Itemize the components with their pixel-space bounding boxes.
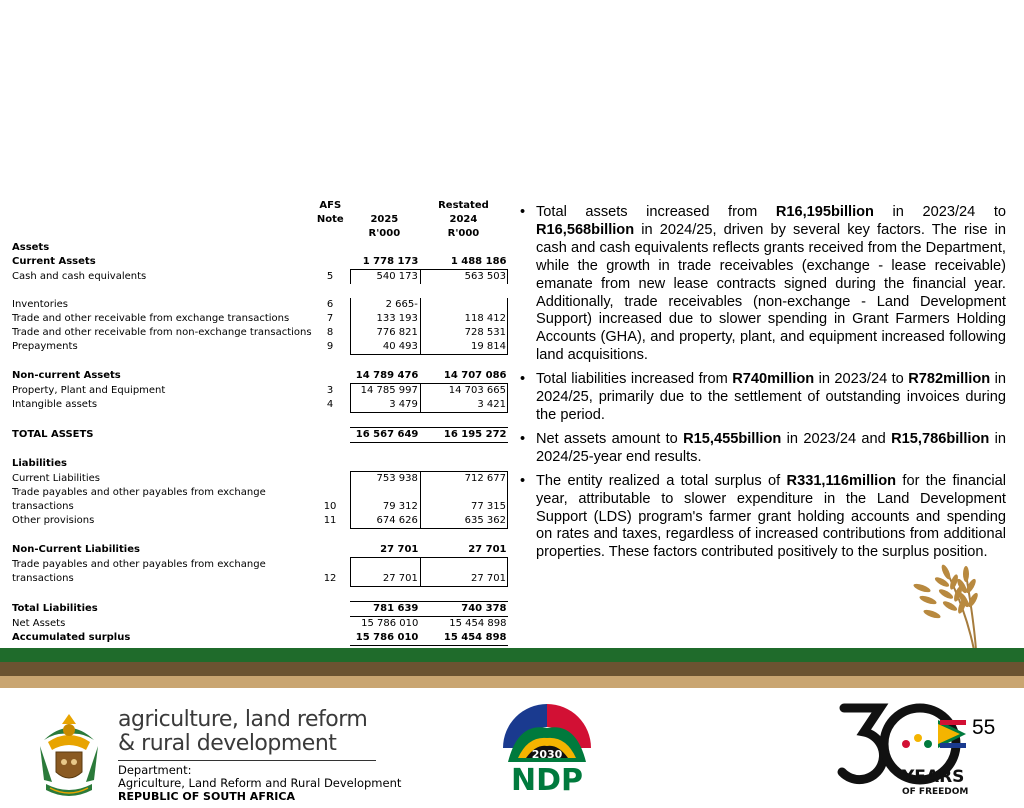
row-value-2025: 15 786 010 xyxy=(350,617,420,632)
row-note xyxy=(310,529,350,544)
row-value-2024: 3 421 xyxy=(420,398,507,413)
table-row xyxy=(12,255,508,270)
row-label: Non-current Assets xyxy=(12,370,121,382)
table-row xyxy=(12,312,508,326)
blank-row xyxy=(12,284,508,298)
table-row xyxy=(12,340,508,355)
bullet-text: Total assets increased from xyxy=(536,204,776,220)
table-row xyxy=(12,472,508,487)
bullet-highlight: R15,786billion xyxy=(891,430,990,447)
row-value-2025 xyxy=(350,486,420,500)
footer-band-tan xyxy=(0,676,1024,688)
row-value-2024: 19 814 xyxy=(420,340,507,355)
row-value-2025: 674 626 xyxy=(350,514,420,529)
thirty-freedom-text: OF FREEDOM xyxy=(902,787,969,797)
bullet-highlight: R331,116million xyxy=(786,472,897,489)
table-row xyxy=(12,384,508,399)
note-header-label: Note xyxy=(316,214,344,225)
note-header-top: AFS xyxy=(319,200,342,211)
row-value-2024: 14 707 086 xyxy=(420,369,507,384)
bullet-text: in 2023/24 to xyxy=(814,371,909,388)
row-note: 5 xyxy=(326,270,334,282)
table-row xyxy=(12,270,508,285)
row-note xyxy=(310,631,350,646)
table-row xyxy=(12,572,508,587)
statement-of-financial-position xyxy=(12,199,508,646)
py-header-year: 2024 xyxy=(449,214,478,225)
row-note: 12 xyxy=(323,573,337,585)
bullet-text: The entity realized a total surplus of xyxy=(536,472,787,489)
footer-band-brown xyxy=(0,662,1024,676)
row-note xyxy=(310,457,350,472)
bullet-symbol: • xyxy=(520,472,526,489)
bullet-item xyxy=(520,473,1006,563)
header-row-3 xyxy=(12,227,508,241)
header-row-2 xyxy=(12,213,508,227)
department-branding xyxy=(118,708,401,803)
row-label: Total Liabilities xyxy=(12,603,98,614)
page-number: 55 xyxy=(972,716,996,739)
row-note: 10 xyxy=(323,501,337,512)
row-value-2025: 2 665- xyxy=(350,298,420,312)
row-value-2024: 15 454 898 xyxy=(420,631,507,646)
row-note xyxy=(310,543,350,558)
row-label xyxy=(12,443,310,458)
table-row xyxy=(12,298,508,312)
table-row xyxy=(12,457,508,472)
bullet-highlight: R740million xyxy=(732,371,815,388)
row-note xyxy=(310,443,350,458)
row-label: transactions xyxy=(12,573,74,585)
bullet-text: Total liabilities increased from xyxy=(536,371,733,388)
department-name-line-1: agriculture, land reform xyxy=(118,707,368,732)
blank-row xyxy=(12,443,508,458)
row-value-2025 xyxy=(350,284,420,298)
row-label: Trade payables and other payables from exchange xyxy=(12,558,266,570)
bullet-item xyxy=(520,204,1006,365)
row-note xyxy=(310,241,350,255)
table-row xyxy=(12,326,508,340)
table-row xyxy=(12,486,508,500)
row-label: transactions xyxy=(12,501,74,512)
bullet-text: in 2024/25, driven by several key factors. The rise in cash and cash equivalents reflects grants received from the Department, while the growth in trade receivables (exchange - lease receivable) emanate from new lease contracts signed during the financial year. Additionally, trade receivables (non-exchange - Land Development Support) increased due to slower spending in Grant Farmers Holding Accounts (GHA), and property, plant, and equipment increased following land acquisitions. xyxy=(536,221,1006,364)
bullet-text: in 2023/24 to xyxy=(873,204,1006,220)
row-label xyxy=(12,284,310,298)
py-header-top: Restated xyxy=(438,200,489,211)
table-row xyxy=(12,369,508,384)
row-value-2024 xyxy=(420,284,507,298)
row-value-2025 xyxy=(350,413,420,428)
row-value-2025 xyxy=(350,443,420,458)
row-label: Other provisions xyxy=(12,515,95,527)
footer-band-green xyxy=(0,648,1024,662)
row-value-2025 xyxy=(350,529,420,544)
bullet-symbol: • xyxy=(520,204,526,220)
table-row xyxy=(12,558,508,573)
row-value-2025: 781 639 xyxy=(350,602,420,617)
bullet-item xyxy=(520,431,1006,467)
row-value-2024: 14 703 665 xyxy=(420,384,507,399)
row-note: 8 xyxy=(326,327,334,338)
py-header-unit: R'000 xyxy=(447,228,480,239)
row-value-2024 xyxy=(420,241,507,255)
financial-table xyxy=(12,199,508,646)
row-note xyxy=(310,413,350,428)
bullet-text: Net assets amount to xyxy=(536,430,684,447)
row-note xyxy=(310,428,350,443)
header-row-1 xyxy=(12,199,508,213)
table-row xyxy=(12,500,508,514)
row-value-2024: 712 677 xyxy=(420,472,507,487)
row-value-2025: 3 479 xyxy=(350,398,420,413)
row-label: Current Liabilities xyxy=(12,472,100,484)
row-label xyxy=(12,529,310,544)
bullet-highlight: R16,568billion xyxy=(536,221,635,238)
wheat-icon xyxy=(908,560,986,652)
row-value-2024 xyxy=(420,486,507,500)
row-value-2024: 15 454 898 xyxy=(420,617,507,632)
blank-row xyxy=(12,587,508,602)
row-value-2025: 133 193 xyxy=(350,312,420,326)
row-value-2024: 77 315 xyxy=(420,500,507,514)
row-value-2024 xyxy=(420,413,507,428)
table-row xyxy=(12,617,508,632)
row-value-2024: 118 412 xyxy=(420,312,507,326)
row-value-2024 xyxy=(420,558,507,573)
row-value-2024: 27 701 xyxy=(420,543,507,558)
row-note: 3 xyxy=(326,384,334,396)
blank-row xyxy=(12,355,508,370)
table-row xyxy=(12,241,508,255)
bullet-highlight: R782million xyxy=(908,371,991,388)
row-value-2024 xyxy=(420,587,507,602)
row-label: Prepayments xyxy=(12,341,78,353)
thirty-years-text: YEARS xyxy=(902,767,965,787)
row-note xyxy=(310,284,350,298)
row-value-2025: 1 778 173 xyxy=(350,255,420,270)
cy-header-unit: R'000 xyxy=(368,228,401,239)
row-value-2025: 753 938 xyxy=(350,472,420,487)
row-label: Property, Plant and Equipment xyxy=(12,384,166,396)
row-note xyxy=(310,602,350,617)
row-note: 11 xyxy=(323,515,337,527)
row-note: 4 xyxy=(326,399,334,411)
row-value-2025: 16 567 649 xyxy=(350,428,420,443)
bullet-highlight: R16,195billion xyxy=(775,204,874,220)
row-note xyxy=(310,369,350,384)
row-value-2025: 14 789 476 xyxy=(350,369,420,384)
row-label: Inventories xyxy=(12,299,68,310)
row-value-2024 xyxy=(420,529,507,544)
row-value-2024 xyxy=(420,355,507,370)
blank-row xyxy=(12,529,508,544)
bullet-text: in 2024/25, primarily due to the settlement of outstanding invoices during the period. xyxy=(536,371,1006,423)
row-label xyxy=(12,413,310,428)
row-value-2025 xyxy=(350,355,420,370)
table-row xyxy=(12,543,508,558)
row-label: Liabilities xyxy=(12,458,67,470)
ndp-year: 2030 xyxy=(531,748,563,761)
row-value-2025: 27 701 xyxy=(350,543,420,558)
row-label: Trade and other receivable from exchange transactions xyxy=(12,313,290,324)
cy-header-year: 2025 xyxy=(370,214,399,225)
row-value-2025 xyxy=(350,457,420,472)
row-value-2024 xyxy=(420,443,507,458)
row-value-2025: 14 785 997 xyxy=(350,384,420,399)
row-value-2024: 563 503 xyxy=(420,270,507,285)
row-value-2025 xyxy=(350,241,420,255)
blank-row xyxy=(12,413,508,428)
table-row xyxy=(12,398,508,413)
row-label: Assets xyxy=(12,242,50,253)
row-note xyxy=(310,255,350,270)
department-name-line-2: & rural development xyxy=(118,731,337,756)
row-label: Accumulated surplus xyxy=(12,632,131,644)
row-value-2024: 635 362 xyxy=(420,514,507,529)
row-note xyxy=(310,558,350,573)
bullet-text: for the financial year, attributable to slower expenditure in the Land Development Support (LDS) program's farmer grant holding accounts and spending on rates and taxes, regardless of increased contributions from additional properties. These factors contributed positively to the surplus position. xyxy=(536,472,1006,561)
ndp-text: NDP xyxy=(511,763,583,794)
bullet-symbol: • xyxy=(520,430,526,447)
row-label: Intangible assets xyxy=(12,399,98,411)
row-value-2024: 740 378 xyxy=(420,602,507,617)
row-value-2025: 776 821 xyxy=(350,326,420,340)
row-label: Non-Current Liabilities xyxy=(12,544,140,556)
row-value-2025: 27 701 xyxy=(350,572,420,587)
row-value-2025: 15 786 010 xyxy=(350,631,420,646)
commentary-bullets xyxy=(520,204,1006,568)
row-note xyxy=(310,355,350,370)
row-label: Current Assets xyxy=(12,256,96,268)
row-value-2024: 27 701 xyxy=(420,572,507,587)
row-value-2024: 728 531 xyxy=(420,326,507,340)
row-value-2025 xyxy=(350,558,420,573)
row-label: TOTAL ASSETS xyxy=(12,429,94,440)
row-label: Cash and cash equivalents xyxy=(12,270,147,282)
bullet-highlight: R15,455billion xyxy=(683,430,782,447)
bullet-symbol: • xyxy=(520,371,526,388)
department-label: Department: xyxy=(118,763,192,777)
row-note xyxy=(310,472,350,487)
ndp-2030-logo xyxy=(498,702,596,794)
table-row xyxy=(12,514,508,529)
row-value-2025: 79 312 xyxy=(350,500,420,514)
row-label xyxy=(12,587,310,602)
coat-of-arms-icon xyxy=(34,710,104,802)
bullet-text: in 2023/24 and xyxy=(781,430,892,447)
table-row xyxy=(12,428,508,443)
row-note xyxy=(310,617,350,632)
row-value-2024: 16 195 272 xyxy=(420,428,507,443)
thirty-years-logo xyxy=(830,698,970,798)
row-value-2025 xyxy=(350,587,420,602)
row-value-2024 xyxy=(420,298,507,312)
row-note xyxy=(310,587,350,602)
row-value-2025: 540 173 xyxy=(350,270,420,285)
row-label: Trade payables and other payables from exchange xyxy=(12,487,266,498)
row-note: 7 xyxy=(326,313,334,324)
bullet-list xyxy=(520,204,1006,562)
row-value-2025: 40 493 xyxy=(350,340,420,355)
row-note xyxy=(310,486,350,500)
bullet-text: in 2024/25-year end results. xyxy=(536,430,1006,465)
row-label: Net Assets xyxy=(12,617,66,629)
row-label: Trade and other receivable from non-exchange transactions xyxy=(12,327,312,338)
row-label xyxy=(12,355,310,370)
country-name: REPUBLIC OF SOUTH AFRICA xyxy=(118,790,295,803)
row-note: 6 xyxy=(326,299,334,310)
bullet-item xyxy=(520,371,1006,425)
table-row xyxy=(12,631,508,646)
divider xyxy=(118,760,376,761)
department-full-name: Agriculture, Land Reform and Rural Development xyxy=(118,776,402,790)
row-note: 9 xyxy=(326,341,334,353)
row-value-2024: 1 488 186 xyxy=(420,255,507,270)
row-value-2024 xyxy=(420,457,507,472)
table-row xyxy=(12,602,508,617)
